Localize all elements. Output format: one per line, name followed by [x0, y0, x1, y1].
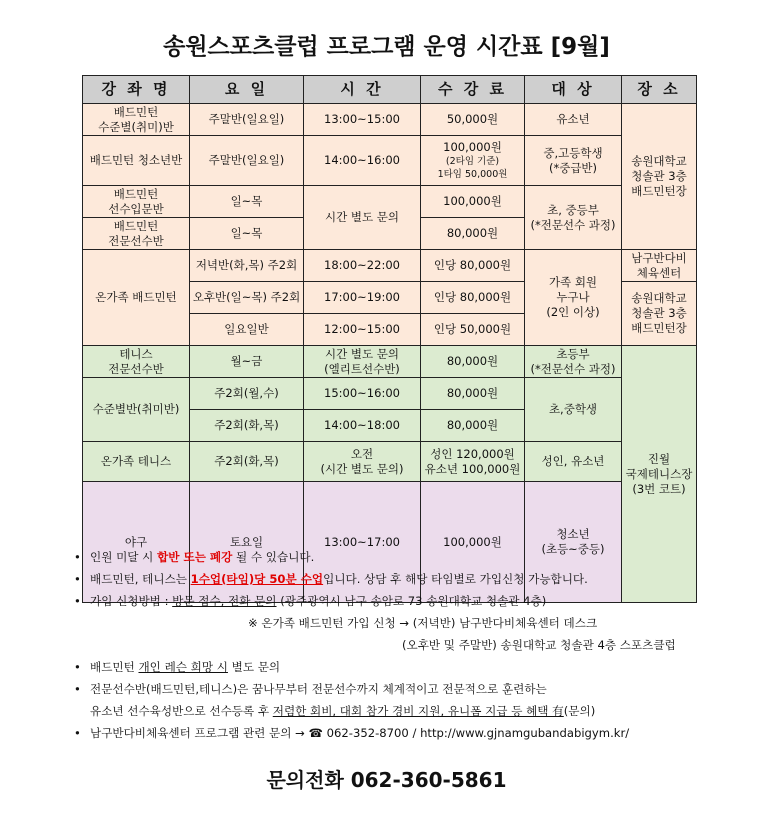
note-5-cont: [72, 700, 752, 722]
course-day: 일~목: [190, 218, 304, 250]
course-target: 청소년 (초등~중등): [525, 482, 622, 603]
course-time: 13:00~17:00: [304, 482, 421, 603]
place-tennis: 진월 국제테니스장 (3번 코트): [622, 346, 697, 603]
course-time: 13:00~15:00: [304, 104, 421, 136]
course-fee: 80,000원: [421, 218, 525, 250]
table-row: [83, 104, 697, 136]
note-1: [72, 546, 752, 568]
website-link[interactable]: http://www.gjnamgubandabigym.kr/: [420, 726, 630, 740]
course-time: 14:00~16:00: [304, 136, 421, 186]
contact-phone: 문의전화 062-360-5861: [266, 768, 507, 792]
note-3-sub2: (오후반 및 주말반) 송원대학교 청솔관 4층 스포츠클럽: [402, 638, 676, 652]
note-highlight: 저렴한 회비, 대회 참가 경비 지원, 유니폼 지급 등 혜택 有: [272, 704, 564, 718]
bullet-icon: •: [74, 682, 81, 696]
note-3: [72, 590, 752, 612]
course-name: 온가족 배드민턴: [83, 250, 190, 346]
course-target: 가족 회원 누구나 (2인 이상): [525, 250, 622, 346]
note-highlight: 1수업(타임)당 50분 수업: [190, 572, 324, 586]
note-text: 인원 미달 시: [90, 550, 158, 564]
table-header-row: [83, 76, 697, 104]
course-day: 월~금: [190, 346, 304, 378]
course-target: 중,고등학생 (*중급반): [525, 136, 622, 186]
course-day: 주2회(월,수): [190, 378, 304, 410]
note-2: [72, 568, 752, 590]
header-place: 장 소: [622, 76, 697, 104]
note-text: 남구반다비체육센터 프로그램 관련 문의 → ☎ 062-352-8700 /: [90, 726, 421, 740]
course-day: 오후반(일~목) 주2회: [190, 282, 304, 314]
notes: [72, 546, 752, 744]
page-title: 송원스포츠클럽 프로그램 운영 시간표 [9월]: [163, 34, 610, 60]
course-fee: 80,000원: [421, 410, 525, 442]
note-text: (광주광역시 남구 송암로 73 송원대학교 청솔관 4층): [276, 594, 547, 608]
note-highlight: 개인 레슨 희망 시: [138, 660, 228, 674]
fee-sub: 1타임 50,000원: [437, 169, 508, 180]
note-3-sub1: ※ 온가족 배드민턴 가입 신청 → (저녁반) 남구반다비체육센터 데스크: [248, 616, 598, 630]
table-row: [83, 186, 697, 218]
bullet-icon: •: [74, 572, 81, 586]
course-day: 주말반(일요일): [190, 136, 304, 186]
table-row: [83, 442, 697, 482]
course-name: 배드민턴 청소년반: [83, 136, 190, 186]
schedule-table: [82, 75, 697, 603]
course-time: 14:00~18:00: [304, 410, 421, 442]
course-name: 테니스 전문선수반: [83, 346, 190, 378]
header-target: 대 상: [525, 76, 622, 104]
course-time: 시간 별도 문의 (엘리트선수반): [304, 346, 421, 378]
course-name: 배드민턴 선수입문반: [83, 186, 190, 218]
course-time: 18:00~22:00: [304, 250, 421, 282]
fee-main: 100,000원: [443, 140, 502, 154]
course-name: 야구: [83, 482, 190, 603]
course-time: 12:00~15:00: [304, 314, 421, 346]
note-text: 별도 문의: [227, 660, 281, 674]
course-target: 성인, 유소년: [525, 442, 622, 482]
header-course: 강 좌 명: [83, 76, 190, 104]
course-day: 주2회(화,목): [190, 410, 304, 442]
course-target: 초,중학생: [525, 378, 622, 442]
course-time: 오전 (시간 별도 문의): [304, 442, 421, 482]
course-day: 일요일반: [190, 314, 304, 346]
bullet-icon: •: [74, 594, 81, 608]
course-target: 초, 중등부 (*전문선수 과정): [525, 186, 622, 250]
bullet-icon: •: [74, 660, 81, 674]
note-highlight: 합반 또는 폐강: [157, 550, 233, 564]
note-5: [72, 678, 752, 700]
course-name: 온가족 테니스: [83, 442, 190, 482]
header-time: 시 간: [304, 76, 421, 104]
fee-sub: (2타임 기준): [445, 156, 500, 167]
course-day: 주2회(화,목): [190, 442, 304, 482]
note-text: (문의): [563, 704, 596, 718]
fee-youth: 유소년 100,000원: [424, 461, 521, 476]
course-fee: 100,000원: [421, 482, 525, 603]
course-fee: 인당 50,000원: [421, 314, 525, 346]
course-fee: [421, 136, 525, 186]
course-name: 수준별반(취미반): [83, 378, 190, 442]
course-name: 배드민턴 수준별(취미)반: [83, 104, 190, 136]
course-day: 주말반(일요일): [190, 104, 304, 136]
course-fee: [421, 442, 525, 482]
header-fee: 수 강 료: [421, 76, 525, 104]
table-row: [83, 136, 697, 186]
course-time: 시간 별도 문의: [304, 186, 421, 250]
note-text: 입니다. 상담 후 해당 타임별로 가입신청 가능합니다.: [323, 572, 588, 586]
fee-adult: 성인 120,000원: [430, 446, 515, 461]
course-time: 17:00~19:00: [304, 282, 421, 314]
course-fee: 80,000원: [421, 346, 525, 378]
course-day: 일~목: [190, 186, 304, 218]
note-text: 될 수 있습니다.: [232, 550, 315, 564]
note-6: [72, 722, 752, 744]
course-fee: 50,000원: [421, 104, 525, 136]
course-day: 토요일: [190, 482, 304, 603]
place-badminton-2: 송원대학교 청솔관 3층 배드민턴장: [622, 282, 697, 346]
note-highlight: 방문 접수, 전화 문의: [172, 594, 277, 608]
course-target: 초등부 (*전문선수 과정): [525, 346, 622, 378]
note-text: 배드민턴: [90, 660, 139, 674]
course-fee: 100,000원: [421, 186, 525, 218]
course-fee: 인당 80,000원: [421, 250, 525, 282]
table-row: [83, 346, 697, 378]
bullet-icon: •: [74, 726, 81, 740]
header-day: 요 일: [190, 76, 304, 104]
course-time: 15:00~16:00: [304, 378, 421, 410]
table-row: [83, 378, 697, 410]
course-name: 배드민턴 전문선수반: [83, 218, 190, 250]
note-4: [72, 656, 752, 678]
place-bandabi: 남구반다비 체육센터: [622, 250, 697, 282]
note-text: 전문선수반(배드민턴,테니스)은 꿈나무부터 전문선수까지 체계적이고 전문적으로 훈련하는: [90, 682, 547, 696]
table-row: [83, 250, 697, 282]
note-text: 가입 신청방법 :: [90, 594, 173, 608]
note-text: 배드민턴, 테니스는: [90, 572, 191, 586]
bullet-icon: •: [74, 550, 81, 564]
note-text: 유소년 선수육성반으로 선수등록 후: [90, 704, 273, 718]
course-fee: 인당 80,000원: [421, 282, 525, 314]
place-badminton: 송원대학교 청솔관 3층 배드민턴장: [622, 104, 697, 250]
course-fee: 80,000원: [421, 378, 525, 410]
course-day: 저녁반(화,목) 주2회: [190, 250, 304, 282]
course-target: 유소년: [525, 104, 622, 136]
